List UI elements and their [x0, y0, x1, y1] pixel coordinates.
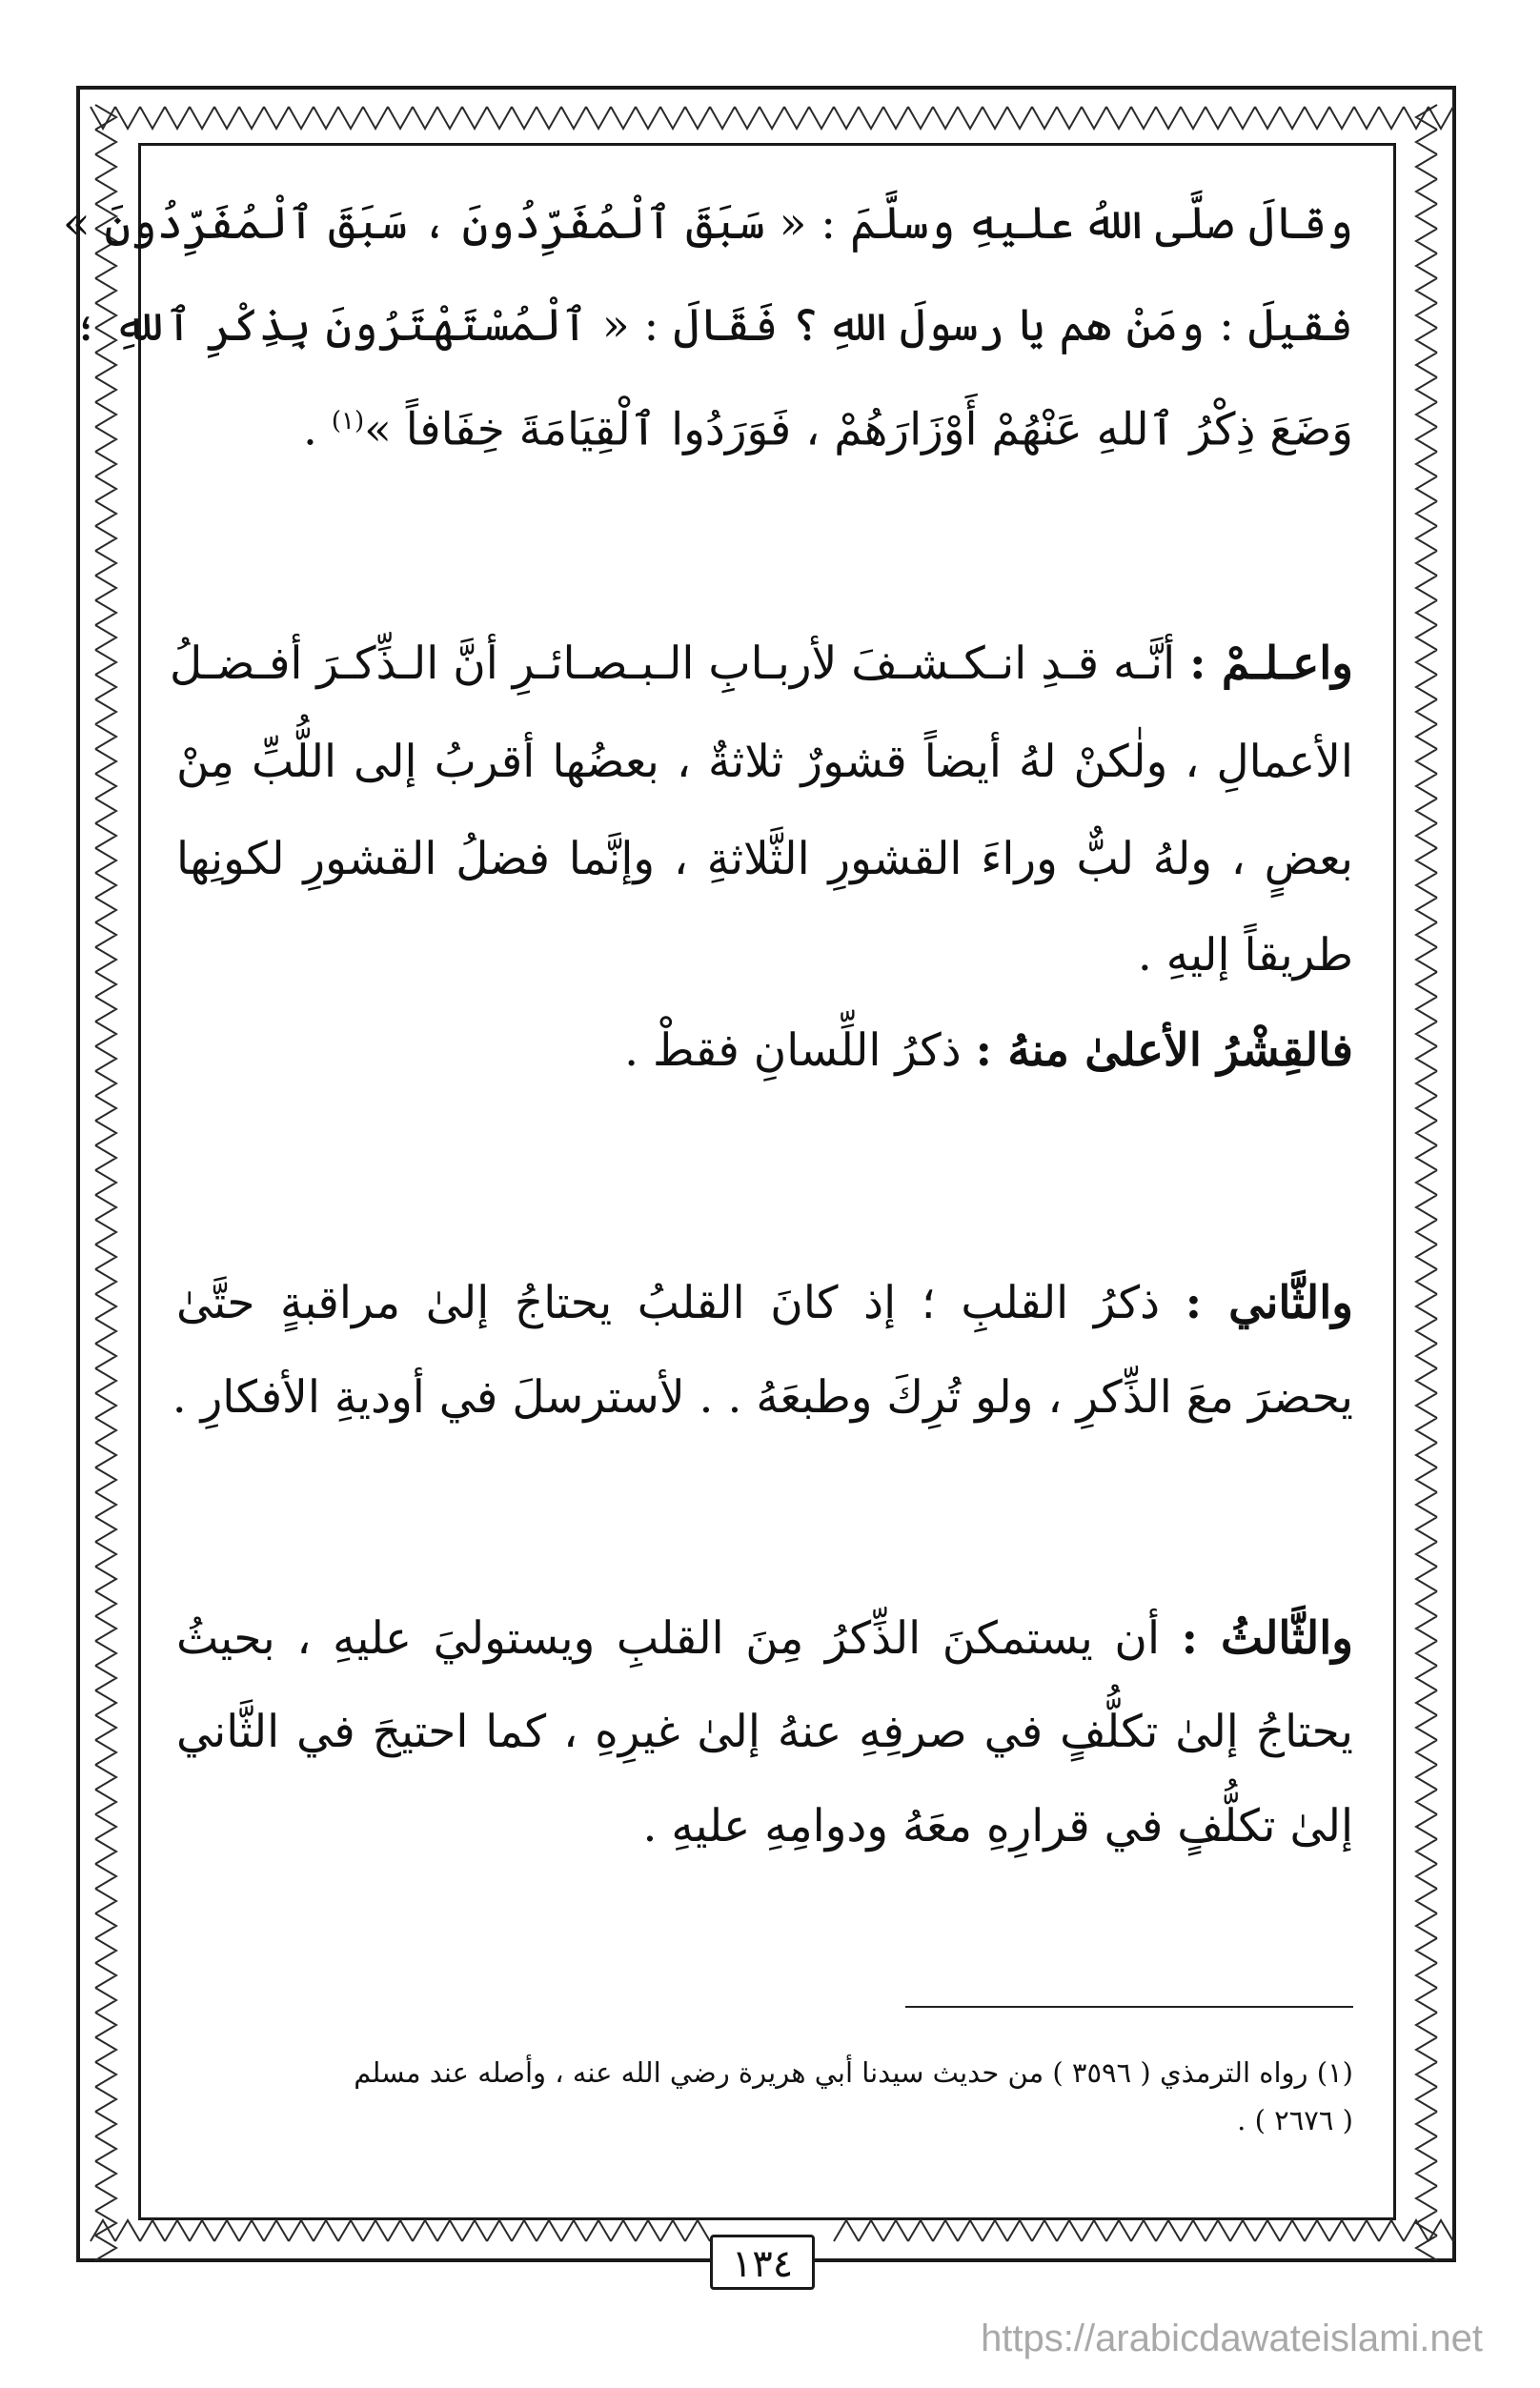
- footnote-line-1: (١) رواه الترمذي ( ٣٥٩٦ ) من حديث سيدنا أبي هريرة رضي الله عنه ، وأصله عند مسلم: [354, 2056, 1353, 2089]
- third-layer-line-3: إلىٰ تكلُّفٍ في قرارِهِ معَهُ ودوامِهِ عليهِ .: [642, 1800, 1353, 1852]
- footnote-separator: [905, 2006, 1353, 2008]
- lead-word: فالقِشْرُ الأعلىٰ منهُ :: [975, 1024, 1353, 1077]
- footnote-line-2: ( ٢٦٧٦ ) .: [1237, 2104, 1353, 2136]
- paragraph-2-line-3: بعضٍ ، ولهُ لبٌّ وراءَ القشورِ الثَّلاثةِ ، وإنَّما فضلُ القشورِ لكونِها: [176, 833, 1353, 885]
- paragraph-text: أنَّـه قـدِ انـكـشـفَ لأربـابِ الـبـصـائـرِ أنَّ الـذِّكـرَ أفـضـلُ: [170, 637, 1190, 690]
- lead-word: واعـلـمْ :: [1189, 637, 1353, 690]
- paragraph-text: ذكرُ اللِّسانِ فقطْ .: [624, 1024, 976, 1077]
- paragraph-text: ذكرُ القلبِ ؛ إذ كانَ القلبُ يحتاجُ إلىٰ مراقبةٍ حتَّىٰ: [176, 1277, 1185, 1329]
- page-body: [62, 172, 1353, 2144]
- paragraph-text: أن يستمكنَ الذِّكرُ مِنَ القلبِ ويستوليَ عليهِ ، بحيثُ: [176, 1612, 1182, 1665]
- paragraph-2-line-4: طريقاً إليهِ .: [1137, 929, 1353, 982]
- right-zigzag: [1416, 105, 1437, 2260]
- hadith-text: وَضَعَ ذِكْرُ ٱللهِ عَنْهُمْ أَوْزَارَهُمْ ، فَوَرَدُوا ٱلْقِيَامَةَ خِفَافاً »: [364, 403, 1353, 456]
- footnote-ref: (١): [331, 407, 365, 435]
- text-line-1: وقالَ صلَّى اللهُ عليهِ وسلَّمَ : « سَبَقَ ٱلْمُفَرِّدُونَ ، سَبَقَ ٱلْمُفَرِّدُونَ »: [62, 197, 1353, 250]
- period: .: [302, 403, 332, 456]
- second-layer-line-1: [176, 1275, 1353, 1332]
- watermark-url: https://arabicdawateislami.net: [981, 2317, 1483, 2359]
- third-layer-line-2: يحتاجُ إلىٰ تكلُّفٍ في صرفِهِ عنهُ إلىٰ غيرِهِ ، كما احتيجَ في الثَّاني: [176, 1706, 1353, 1758]
- text-line-2: فقيلَ : ومَنْ هم يا رسولَ اللهِ ؟ فَقَالَ : « ٱلْمُسْتَهْتَرُونَ بِذِكْرِ ٱللهِ ؛: [72, 299, 1353, 352]
- left-zigzag: [95, 105, 116, 2260]
- first-layer-line: [176, 1022, 1353, 1080]
- lead-word: والثَّاني :: [1185, 1277, 1353, 1329]
- paragraph-2-line-1: [170, 636, 1353, 693]
- third-layer-line-1: [176, 1610, 1353, 1668]
- paragraph-2-line-2: الأعمالِ ، ولٰكنْ لهُ أيضاً قشورٌ ثلاثةٌ ، بعضُها أقربُ إلى اللُّبِّ مِنْ: [176, 736, 1353, 788]
- top-zigzag: [91, 107, 1453, 129]
- text-line-3: [176, 393, 1353, 459]
- lead-word: والثَّالثُ :: [1181, 1612, 1353, 1665]
- second-layer-line-2: يحضرَ معَ الذِّكرِ ، ولو تُرِكَ وطبعَهُ . . لأسترسلَ في أوديةِ الأفكارِ .: [172, 1371, 1353, 1424]
- page-number: ١٣٤: [710, 2235, 815, 2290]
